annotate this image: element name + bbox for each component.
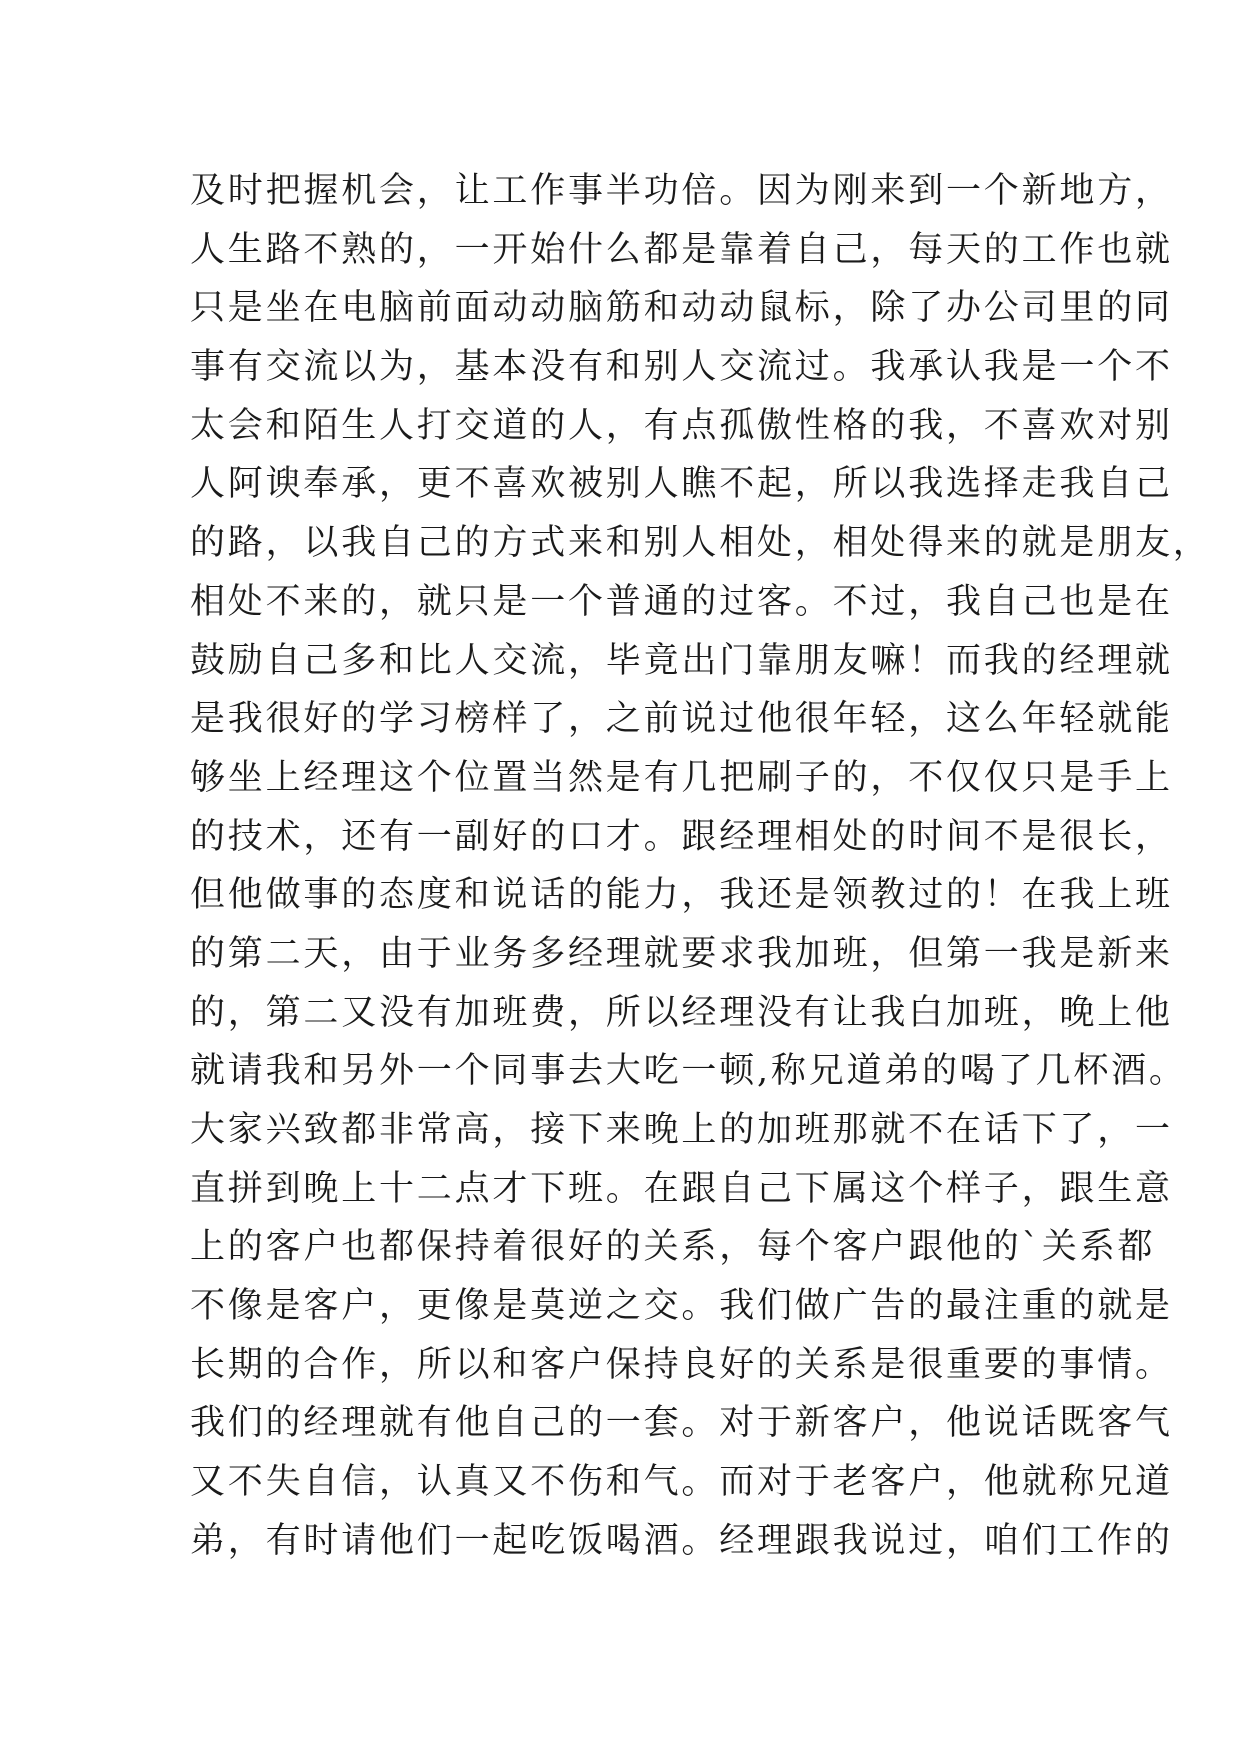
text-line: 直拼到晚上十二点才下班。在跟自己下属这个样子，跟生意 [190, 1168, 1173, 1209]
text-line: 相处不来的，就只是一个普通的过客。不过，我自己也是在 [190, 581, 1173, 622]
text-line: 又不失自信，认真又不伤和气。而对于老客户，他就称兄道 [190, 1462, 1173, 1503]
text-line: 太会和陌生人打交道的人，有点孤傲性格的我，不喜欢对别 [190, 405, 1173, 446]
text-line: 事有交流以为，基本没有和别人交流过。我承认我是一个不 [190, 347, 1173, 388]
text-line: 不像是客户，更像是莫逆之交。我们做广告的最注重的就是 [190, 1286, 1173, 1327]
text-line: 就请我和另外一个同事去大吃一顿,称兄道弟的喝了几杯酒。 [190, 1051, 1187, 1092]
text-line: 的路，以我自己的方式来和别人相处，相处得来的就是朋友， [190, 523, 1211, 564]
text-line: 上的客户也都保持着很好的关系，每个客户跟他的`关系都 [190, 1227, 1156, 1268]
text-line: 但他做事的态度和说话的能力，我还是领教过的！在我上班 [190, 875, 1173, 916]
text-line: 大家兴致都非常高，接下来晚上的加班那就不在话下了，一 [190, 1110, 1173, 1150]
text-line: 人阿谀奉承，更不喜欢被别人瞧不起，所以我选择走我自己 [190, 464, 1173, 505]
text-line: 长期的合作，所以和客户保持良好的关系是很重要的事情。 [190, 1344, 1173, 1385]
text-line: 人生路不熟的，一开始什么都是靠着自己，每天的工作也就 [190, 229, 1173, 270]
text-line: 的第二天，由于业务多经理就要求我加班，但第一我是新来 [190, 933, 1173, 974]
body-text [190, 162, 1211, 1571]
text-line: 及时把握机会，让工作事半功倍。因为刚来到一个新地方， [190, 171, 1173, 211]
text-line: 的，第二又没有加班费，所以经理没有让我白加班，晚上他 [190, 992, 1173, 1033]
text-line: 鼓励自己多和比人交流，毕竟出门靠朋友嘛！而我的经理就 [190, 640, 1173, 681]
text-line: 的技术，还有一副好的口才。跟经理相处的时间不是很长， [190, 816, 1173, 857]
text-line: 只是坐在电脑前面动动脑筋和动动鼠标，除了办公司里的同 [190, 288, 1173, 329]
text-line: 够坐上经理这个位置当然是有几把刷子的，不仅仅只是手上 [190, 757, 1173, 798]
text-line: 我们的经理就有他自己的一套。对于新客户，他说话既客气 [190, 1403, 1173, 1444]
text-line: 是我很好的学习榜样了，之前说过他很年轻，这么年轻就能 [190, 699, 1173, 740]
text-line: 弟，有时请他们一起吃饭喝酒。经理跟我说过，咱们工作的 [190, 1520, 1173, 1561]
